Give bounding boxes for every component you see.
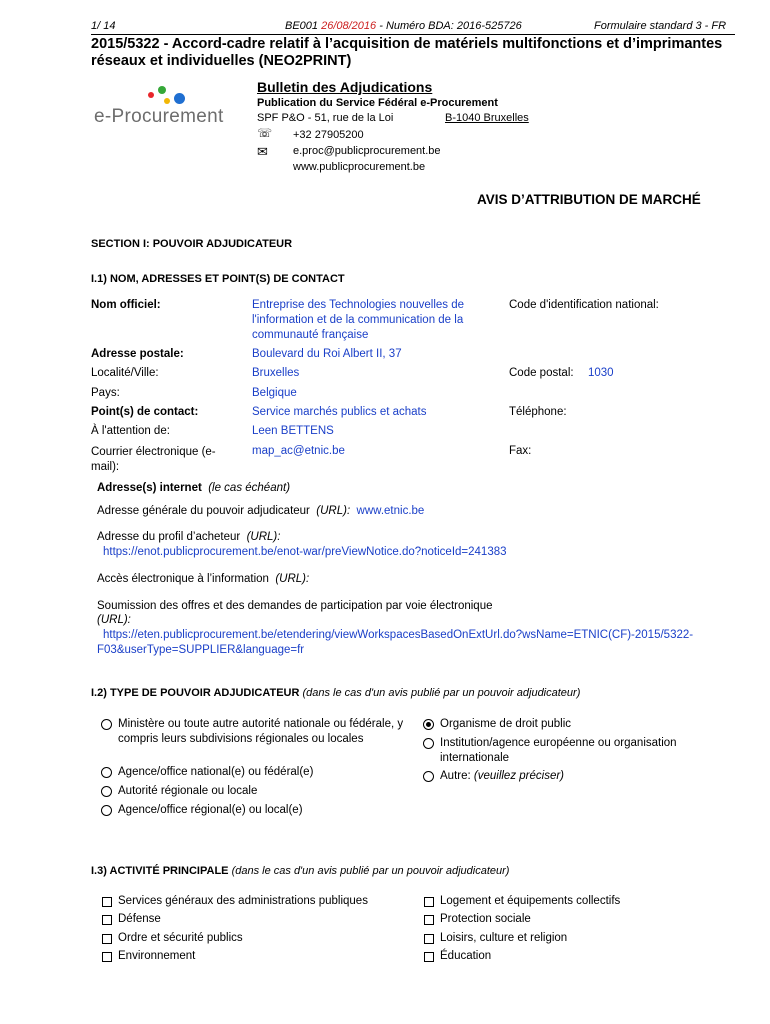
pays-label: Pays:	[91, 387, 120, 399]
checkbox-education[interactable]	[424, 952, 434, 962]
attention-label: À l'attention de:	[91, 425, 170, 437]
contact-value: Service marchés publics et achats	[252, 406, 427, 418]
profil-row: Adresse du profil d’acheteur (URL):	[97, 531, 281, 543]
code-identification-label: Code d'identification national:	[509, 299, 659, 311]
radio-agence-regionale-label: Agence/office régional(e) ou local(e)	[118, 804, 303, 816]
e-procurement-logo	[94, 84, 224, 130]
checkbox-defense-label: Défense	[118, 913, 161, 925]
notice-date: 26/08/2016	[321, 20, 377, 32]
nom-officiel-label: Nom officiel:	[91, 299, 161, 311]
logo-dot-yellow	[164, 98, 170, 104]
code-postal-label: Code postal:	[509, 367, 574, 379]
adresse-postale-label: Adresse postale:	[91, 348, 184, 360]
radio-autre-label: Autre: (veuillez préciser)	[440, 770, 564, 782]
bulletin-publisher: Publication du Service Fédéral e-Procurement	[257, 97, 498, 109]
bulletin-phone: +32 27905200	[293, 129, 364, 141]
bulletin-postal: B-1040 Bruxelles	[445, 112, 529, 124]
courrier-value[interactable]: map_ac@etnic.be	[252, 445, 345, 457]
bulletin-address: SPF P&O - 51, rue de la Loi	[257, 112, 394, 124]
radio-agence-nationale-label: Agence/office national(e) ou fédéral(e)	[118, 766, 314, 778]
logo-text: e-Procurement	[94, 106, 224, 127]
adresse-generale-row: Adresse générale du pouvoir adjudicateur (URL): www.etnic.be	[97, 505, 425, 517]
bulletin-title: Bulletin des Adjudications	[257, 79, 433, 95]
attention-value: Leen BETTENS	[252, 425, 334, 437]
i2-heading-row: I.2) TYPE DE POUVOIR ADJUDICATEUR (dans le cas d'un avis publié par un pouvoir adjudicateur)	[91, 687, 581, 699]
checkbox-loisirs-label: Loisirs, culture et religion	[440, 932, 568, 944]
internet-row: Adresse(s) internet (le cas échéant)	[97, 482, 291, 494]
radio-institution-europeenne-label: Institution/agence européenne ou organisation internationale	[440, 737, 677, 764]
soumission-link[interactable]: https://eten.publicprocurement.be/etendering/viewWorkspacesBasedOnExtUrl.do?wsName=ETNIC(CF)-2015/5322-F03&userType=SUPPLIER&language=fr	[97, 629, 694, 656]
fax-label: Fax:	[509, 445, 532, 457]
phone-icon: ☏	[257, 126, 273, 140]
radio-ministere[interactable]	[101, 719, 112, 730]
i3-heading-row: I.3) ACTIVITÉ PRINCIPALE (dans le cas d'un avis publié par un pouvoir adjudicateur)	[91, 865, 510, 877]
checkbox-logement-label: Logement et équipements collectifs	[440, 895, 621, 907]
checkbox-services-generaux[interactable]	[102, 897, 112, 907]
adresse-postale-value: Boulevard du Roi Albert II, 37	[252, 348, 402, 360]
checkbox-ordre-securite-label: Ordre et sécurité publics	[118, 932, 243, 944]
radio-agence-nationale[interactable]	[101, 767, 112, 778]
radio-agence-regionale[interactable]	[101, 805, 112, 816]
checkbox-education-label: Éducation	[440, 950, 492, 962]
checkbox-services-generaux-label: Services généraux des administrations publiques	[118, 895, 368, 907]
telephone-label: Téléphone:	[509, 406, 567, 418]
checkbox-loisirs[interactable]	[424, 934, 434, 944]
notice-reference: BE001 26/08/2016 - Numéro BDA: 2016-525726	[285, 20, 522, 32]
profil-link[interactable]: https://enot.publicprocurement.be/enot-war/preViewNotice.do?noticeId=241383	[103, 546, 507, 558]
logo-dot-blue	[174, 93, 185, 104]
page-number: 1/ 14	[91, 20, 116, 32]
mail-icon: ✉	[257, 144, 268, 159]
radio-ministere-label: Ministère ou toute autre autorité nationale ou fédérale, y compris leurs subdivisions régionales ou locales	[118, 718, 404, 745]
notice-type-heading: AVIS D’ATTRIBUTION DE MARCHÉ	[477, 192, 701, 207]
bulletin-web[interactable]: www.publicprocurement.be	[293, 161, 426, 173]
bulletin-email[interactable]: e.proc@publicprocurement.be	[293, 145, 441, 157]
checkbox-protection-sociale-label: Protection sociale	[440, 913, 531, 925]
radio-autorite-regionale-label: Autorité régionale ou locale	[118, 785, 258, 797]
nom-officiel-value: Entreprise des Technologies nouvelles de l'information et de la communication de la communauté française	[252, 299, 465, 341]
checkbox-environnement[interactable]	[102, 952, 112, 962]
logo-dot-red	[148, 92, 154, 98]
i1-heading: I.1) NOM, ADRESSES ET POINT(S) DE CONTACT	[91, 273, 345, 285]
courrier-label: Courrier électronique (e-mail):	[91, 446, 216, 473]
code-postal-value: 1030	[588, 367, 614, 379]
checkbox-defense[interactable]	[102, 915, 112, 925]
localite-value: Bruxelles	[252, 367, 300, 379]
radio-organisme-droit-public[interactable]	[423, 719, 434, 730]
contact-label: Point(s) de contact:	[91, 406, 199, 418]
checkbox-ordre-securite[interactable]	[102, 934, 112, 944]
radio-autre[interactable]	[423, 771, 434, 782]
checkbox-protection-sociale[interactable]	[424, 915, 434, 925]
checkbox-logement[interactable]	[424, 897, 434, 907]
section-1-heading: SECTION I: POUVOIR ADJUDICATEUR	[91, 238, 293, 250]
acces-row: Accès électronique à l’information (URL):	[97, 573, 310, 585]
pays-value: Belgique	[252, 387, 297, 399]
header-divider	[91, 34, 735, 35]
logo-dot-green	[158, 86, 166, 94]
radio-autorite-regionale[interactable]	[101, 786, 112, 797]
radio-organisme-droit-public-label: Organisme de droit public	[440, 718, 572, 730]
form-type: Formulaire standard 3 - FR	[594, 20, 727, 32]
soumission-label: Soumission des offres et des demandes de participation par voie électronique	[97, 600, 493, 612]
checkbox-environnement-label: Environnement	[118, 950, 196, 962]
localite-label: Localité/Ville:	[91, 367, 159, 379]
radio-institution-europeenne[interactable]	[423, 738, 434, 749]
notice-title-heading: 2015/5322 - Accord-cadre relatif à l’acquisition de matériels multifonctions et d’imprimantes réseaux et individuelles (NEO2PRINT)	[91, 36, 723, 69]
soumission-url-tag: (URL):	[97, 614, 131, 626]
adresse-generale-link[interactable]: www.etnic.be	[356, 505, 425, 517]
